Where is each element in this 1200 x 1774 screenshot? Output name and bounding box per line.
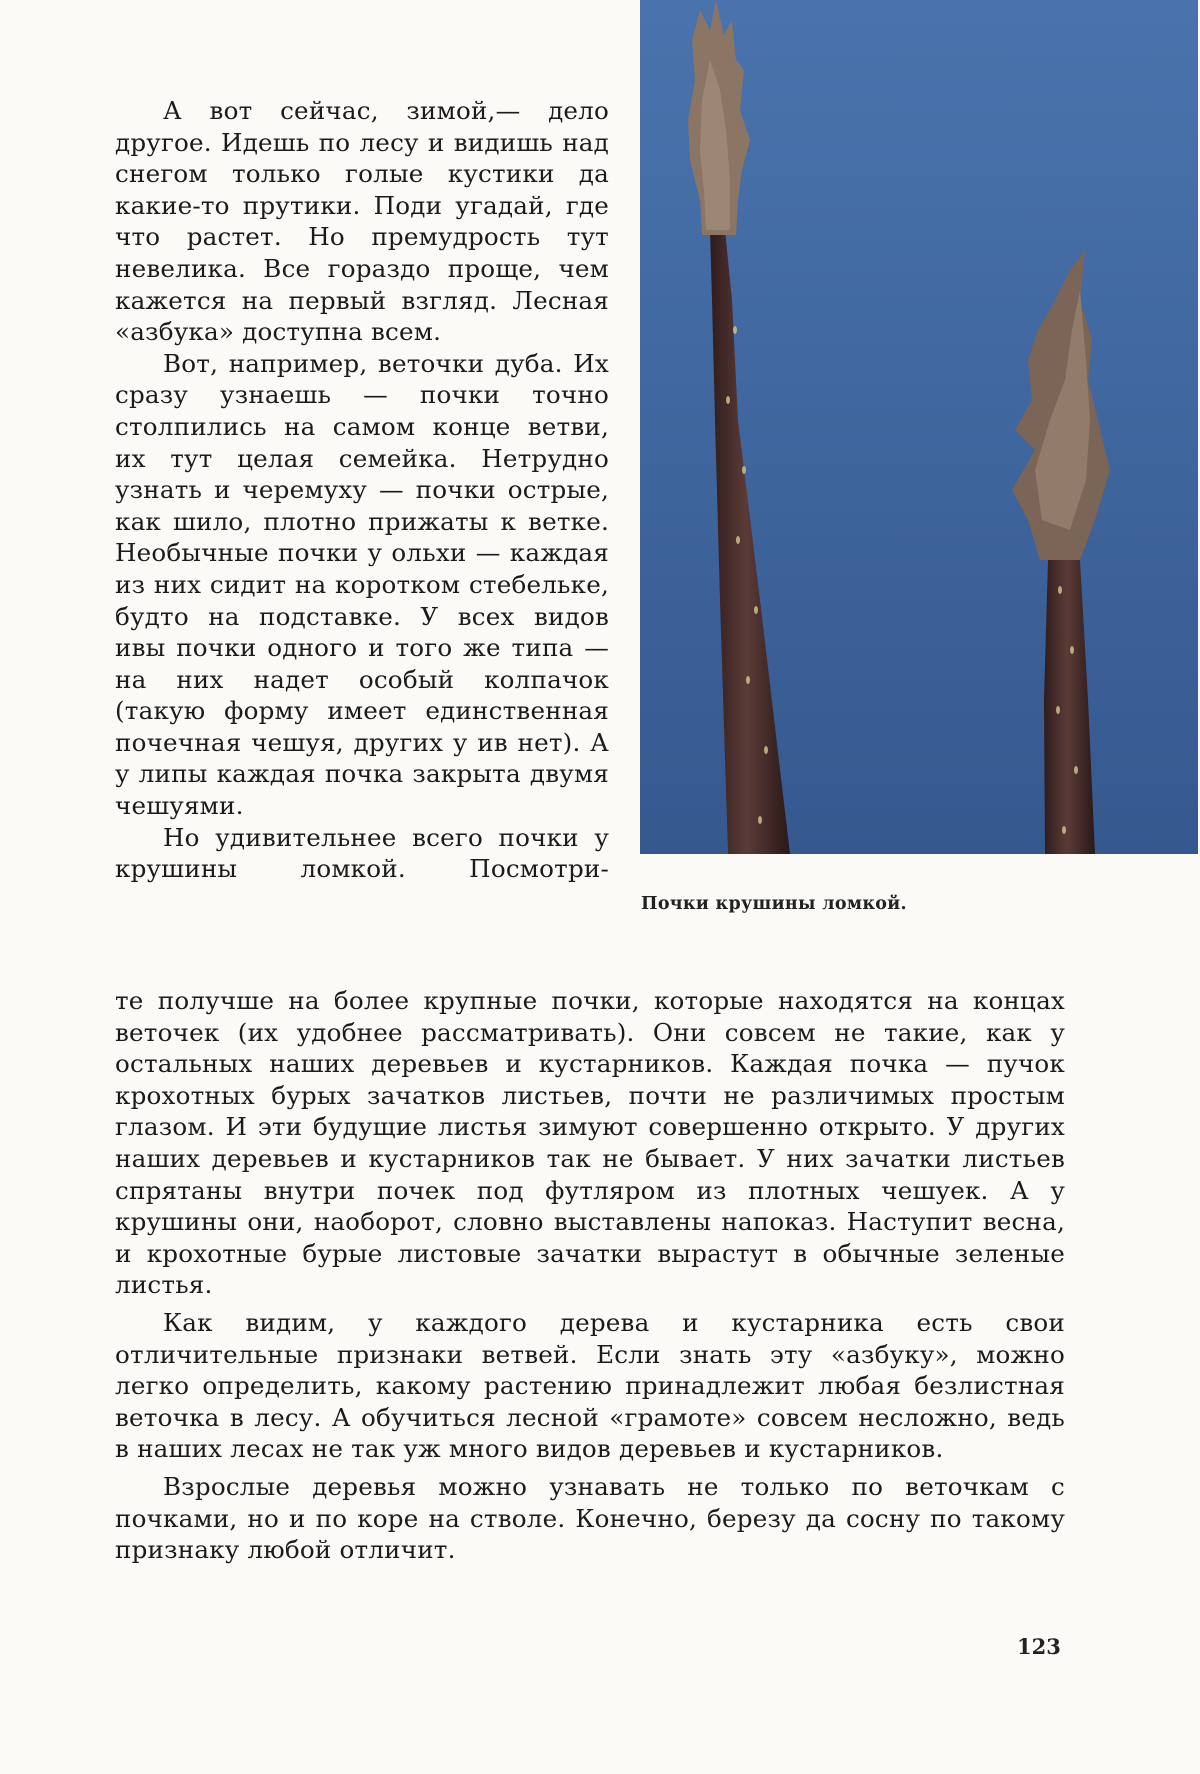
page-number: 123 <box>1017 1634 1061 1659</box>
paragraph: Но удивительнее всего почки у крушины ломкой. Посмотри- <box>115 822 609 884</box>
paragraph: Вот, например, веточки дуба. Их сразу узнаешь — почки точно столпились на самом конце ветви, их тут целая семейка. Нетрудно узнать и черемуху — почки острые, как шило, плотно прижаты к ветке. Необычные почки у ольхи — каждая из них сидит на коротком стебельке, будто на подставке. У всех видов ивы почки одного и того же типа — на них надет особый колпачок (такую форму имеет единственная почечная чешуя, других у ив нет). А у липы каждая почка закрыта двумя чешуями. <box>115 348 609 821</box>
column-text <box>115 95 609 885</box>
photo-caption: Почки крушины ломкой. <box>641 894 907 914</box>
paragraph: Как видим, у каждого дерева и кустарника есть свои отличительные признаки ветвей. Если знать эту «азбуку», можно легко определить, какому растению принадлежит любая безлистная веточка в лесу. А обучиться лесной «грамоте» совсем несложно, ведь в наших лесах не так уж много видов деревьев и кустарников. <box>115 1307 1065 1464</box>
paragraph-continuation: те получше на более крупные почки, которые находятся на концах веточек (их удобнее рассматривать). Они совсем не такие, как у остальных наших деревьев и кустарников. Каждая почка — пучок крохотных бурых зачатков листьев, почти не различимых простым глазом. И эти будущие листья зимуют совершенно открыто. У других наших деревьев и кустарников так не бывает. У них зачатки листьев спрятаны внутри почек под футляром из плотных чешуек. А у крушины они, наоборот, словно выставлены напоказ. Наступит весна, и крохотные бурые листовые зачатки вырастут в обычные зеленые листья. <box>115 986 1065 1300</box>
full-width-text <box>115 985 1065 1566</box>
paragraph: Взрослые деревья можно узнавать не только по веточкам с почками, но и по коре на стволе. Конечно, березу да сосну по такому признаку любой отличит. <box>115 1471 1065 1565</box>
buckthorn-buds-photo <box>640 0 1198 854</box>
paragraph: А вот сейчас, зимой,— дело другое. Идешь по лесу и видишь над снегом только голые кустики да какие-то прутики. Поди угадай, где что растет. Но премудрость тут невелика. Все гораздо проще, чем кажется на первый взгляд. Лесная «азбука» доступна всем. <box>115 96 609 347</box>
